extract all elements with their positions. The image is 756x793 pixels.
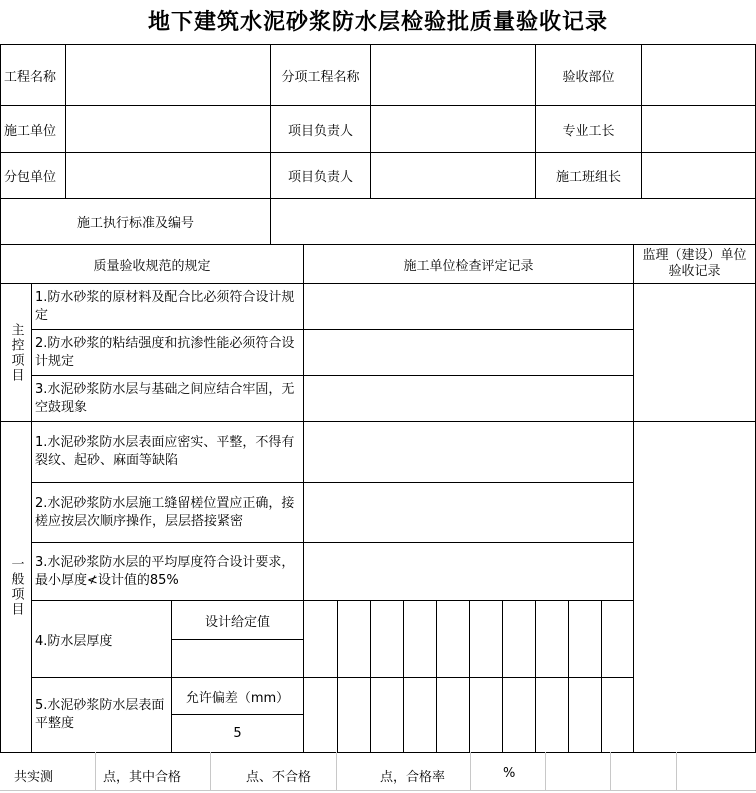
subcontract-manager-value[interactable] <box>370 152 536 199</box>
project-manager-value[interactable] <box>370 105 536 153</box>
professional-foreman-value[interactable] <box>641 105 756 153</box>
footer-percent-sign: % <box>503 766 516 781</box>
main-items-supervision[interactable] <box>633 283 756 422</box>
main-item-3-record[interactable] <box>303 375 634 422</box>
page-title: 地下建筑水泥砂浆防水层检验批质量验收记录 <box>147 9 608 35</box>
professional-foreman-label: 专业工长 <box>535 105 642 153</box>
footer-total-label: 共实测 <box>14 770 54 785</box>
main-items-label <box>0 283 32 422</box>
main-item-1: 1.防水砂浆的原材料及配合比必须符合设计规定 <box>31 283 304 330</box>
general-item-3: 3.水泥砂浆防水层的平均厚度符合设计要求，最小厚度≮设计值的85% <box>31 542 304 601</box>
thickness-label: 4.防水层厚度 <box>31 600 172 678</box>
standard-label: 施工执行标准及编号 <box>0 198 271 245</box>
supervision-column-header: 监理（建设）单位验收记录 <box>633 244 756 284</box>
acceptance-part-value[interactable] <box>641 44 756 106</box>
general-items-text: 一般项目 <box>8 557 24 617</box>
general-item-1: 1.水泥砂浆防水层表面应密实、平整，不得有裂纹、起砂、麻面等缺陷 <box>31 421 304 483</box>
subcontract-unit-label: 分包单位 <box>0 152 66 199</box>
general-item-2-record[interactable] <box>303 482 634 543</box>
tolerance-value: 5 <box>171 714 304 753</box>
check-record-column-header: 施工单位检查评定记录 <box>303 244 634 284</box>
spec-column-header: 质量验收规范的规定 <box>0 244 304 284</box>
acceptance-part-label: 验收部位 <box>535 44 642 106</box>
design-value-field[interactable] <box>171 639 304 678</box>
subcontract-manager-label: 项目负责人 <box>270 152 371 199</box>
general-item-2: 2.水泥砂浆防水层施工缝留槎位置应正确，接槎应按层次顺序操作，层层搭接紧密 <box>31 482 304 543</box>
main-item-2-record[interactable] <box>303 329 634 376</box>
project-manager-label: 项目负责人 <box>270 105 371 153</box>
construction-unit-value[interactable] <box>65 105 271 153</box>
flatness-label: 5.水泥砂浆防水层表面平整度 <box>31 677 172 753</box>
main-item-3: 3.水泥砂浆防水层与基础之间应结合牢固，无空鼓现象 <box>31 375 304 422</box>
footer-unqualified-label: 点、不合格 <box>246 770 312 785</box>
sub-project-name-value[interactable] <box>370 44 536 106</box>
main-item-2: 2.防水砂浆的粘结强度和抗渗性能必须符合设计规定 <box>31 329 304 376</box>
sub-project-name-label: 分项工程名称 <box>270 44 371 106</box>
subcontract-unit-value[interactable] <box>65 152 271 199</box>
team-leader-label: 施工班组长 <box>535 152 642 199</box>
general-items-label <box>0 421 32 753</box>
general-items-supervision[interactable] <box>633 421 756 753</box>
project-name-label: 工程名称 <box>0 44 66 106</box>
footer-rate-label: 点，合格率 <box>380 770 446 785</box>
general-item-1-record[interactable] <box>303 421 634 483</box>
standard-value[interactable] <box>270 198 756 245</box>
design-value-label: 设计给定值 <box>171 600 304 640</box>
construction-unit-label: 施工单位 <box>0 105 66 153</box>
project-name-value[interactable] <box>65 44 271 106</box>
general-item-3-record[interactable] <box>303 542 634 601</box>
footer-qualified-label: 点，其中合格 <box>103 770 182 785</box>
tolerance-label: 允许偏差（mm） <box>171 677 304 715</box>
main-item-1-record[interactable] <box>303 283 634 330</box>
main-items-text: 主控项目 <box>8 322 24 383</box>
team-leader-value[interactable] <box>641 152 756 199</box>
